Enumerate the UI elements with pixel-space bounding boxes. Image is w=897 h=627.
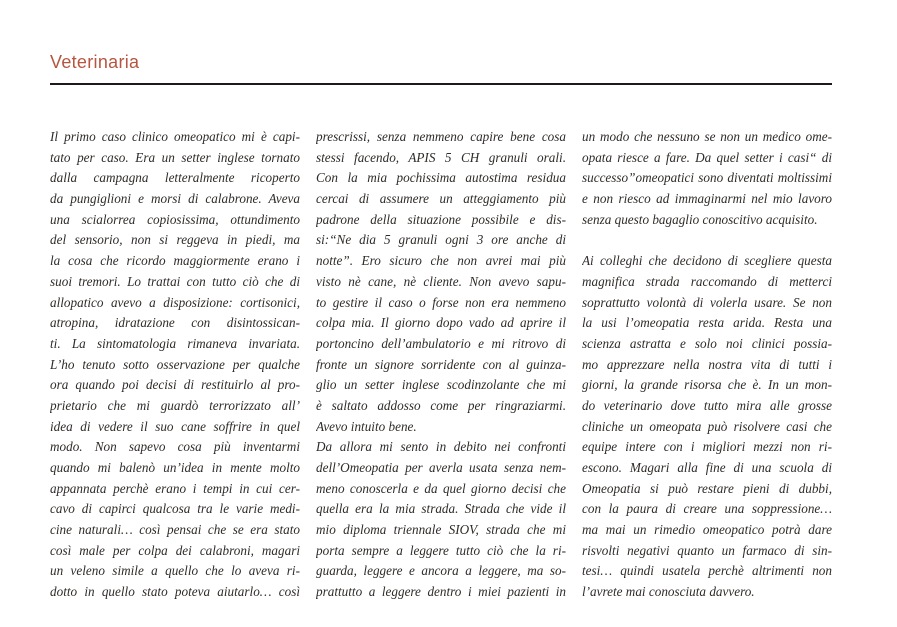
text-line: Ai colleghi che decidono di scegliere questa xyxy=(582,253,832,269)
text-line: colpa mia. Il giorno dopo vado ad aprire il xyxy=(316,315,566,331)
text-line: equipe intere con i migliori mezzi non ri- xyxy=(582,439,832,455)
text-line: ora quando poi decisi di restituirlo al pro- xyxy=(50,377,300,393)
text-line: quando mi balenò un’idea in mente molto xyxy=(50,460,300,475)
text-line: opata riesce a fare. Da quel setter i casi“ di xyxy=(582,149,832,165)
text-line: così male per colpa dei calabroni, magari xyxy=(50,542,300,558)
text-line: magnifica strada raccomando di metterci xyxy=(582,273,832,289)
text-line: senza questo bagaglio conoscitivo acquisito. xyxy=(582,211,818,227)
text-line: e non riesco ad immaginarmi nel mio lavoro xyxy=(582,191,832,207)
text-line: la cosa che ricordo maggiormente erano i xyxy=(50,253,300,269)
text-line: suoi tremori. Lo trattai con tutto ciò che di xyxy=(50,273,300,289)
text-line: tato per caso. Era un setter inglese tornato xyxy=(50,149,300,165)
text-line: mo apprezzare nella nostra vita di tutti i xyxy=(582,356,832,372)
text-column-3 xyxy=(582,127,832,603)
text-line: Con la mia pochissima autostima residua xyxy=(316,170,566,186)
text-line: portoncino dell’ambulatorio e mi ritrovo di xyxy=(316,335,566,351)
text-line: del sensorio, non si reggeva in piedi, ma xyxy=(50,232,300,248)
text-line: to gestire il caso o forse non era nemmeno xyxy=(316,294,566,310)
text-line: giorni, la grande risorsa che è. In un mon- xyxy=(582,377,832,393)
text-line: con la paura di creare una soppressione… xyxy=(582,501,832,517)
text-line: appannata perchè erano i tempi in cui cer- xyxy=(50,480,300,496)
paragraph-gap xyxy=(582,230,832,251)
text-line: Il primo caso clinico omeopatico mi è capi- xyxy=(50,129,300,144)
page-title: Veterinaria xyxy=(50,52,140,72)
text-column-2 xyxy=(316,127,566,603)
text-line: visto nè cane, nè cliente. Non avevo sapu- xyxy=(316,273,566,289)
text-line: escono. Magari alla fine di una scuola di xyxy=(582,460,832,475)
text-line: atropina, idratazione con disintossican- xyxy=(50,315,300,331)
text-line: L’ho tenuto sotto osservazione per qualche xyxy=(50,356,300,372)
text-line: notte”. Ero sicuro che non avrei mai più xyxy=(316,253,566,269)
text-line: idea di vedere il suo cane soffrire in quel xyxy=(50,418,300,434)
text-line: modo. Non sapevo cosa più inventarmi xyxy=(50,439,300,455)
text-line: quella era la mia strada. Strada che vide il xyxy=(316,501,566,517)
text-line: dotto in quello stato poteva aiutarlo… così xyxy=(50,584,300,600)
text-line: padrone della situazione possibile e dis- xyxy=(316,211,566,227)
text-line: si:“Ne dia 5 granuli ogni 3 ore anche di xyxy=(316,232,566,248)
text-line: soprattutto volontà di volerla usare. Se non xyxy=(582,294,832,310)
text-line: prietario che mi guardò terrorizzato all’ xyxy=(50,397,300,413)
text-line: Omeopatia si può restare pieni di dubbi, xyxy=(582,480,832,496)
text-line: l’avrete mai conosciuta davvero. xyxy=(582,584,755,600)
text-line: Da allora mi sento in debito nei confronti xyxy=(316,439,566,455)
text-line: è saltato addosso come per ringraziarmi. xyxy=(316,397,566,413)
text-line: cercai di assumere un atteggiamento più xyxy=(316,191,566,207)
text-column-1 xyxy=(50,127,300,603)
text-line: guarda, leggere e ancora a leggere, ma so- xyxy=(316,563,566,579)
text-line: fronte un signore sorridente con al guinza- xyxy=(316,356,566,372)
text-line: tesi… quindi usatela perchè altrimenti non xyxy=(582,563,832,579)
text-line: do veterinario dove tutto mira alle grosse xyxy=(582,397,832,413)
text-line: da pungiglioni e morsi di calabrone. Aveva xyxy=(50,191,300,207)
text-line: dalla campagna letteralmente ricoperto xyxy=(50,170,300,186)
text-line: dell’Omeopatia per averla usata senza nem- xyxy=(316,460,566,475)
text-line: cavo di capirci qualcosa tra le varie medi- xyxy=(50,501,300,517)
text-line: prattutto a leggere dentro i miei pazienti in xyxy=(316,584,566,600)
text-line: prescrissi, senza nemmeno capire bene cosa xyxy=(316,129,566,144)
text-line: allopatico avevo a disposizione: cortisonici, xyxy=(50,294,300,310)
text-line: risvolti negativi quanto un farmaco di sin- xyxy=(582,542,832,558)
text-line: successo”omeopatici sono diventati moltissimi xyxy=(582,170,832,186)
text-line: mio diploma triennale SIOV, strada che mi xyxy=(316,522,566,538)
text-line: Avevo intuito bene. xyxy=(316,418,417,434)
text-line: cliniche un omeopata può risolvere casi che xyxy=(582,418,832,434)
text-line: stessi facendo, APIS 5 CH granuli orali. xyxy=(316,149,566,165)
text-line: una scialorrea copiosissima, ottundimento xyxy=(50,211,300,227)
text-line: scienza astratta e solo noi clinici possia- xyxy=(582,335,832,351)
text-line: la usi l’omeopatia resta arida. Resta una xyxy=(582,315,832,331)
text-line: ti. La sintomatologia rimaneva invariata. xyxy=(50,335,300,351)
text-line: un veleno simile a quello che lo aveva ri- xyxy=(50,563,300,579)
text-line: cine naturali… così pensai che se era stato xyxy=(50,522,300,538)
text-line: ma mai un rimedio omeopatico potrà dare xyxy=(582,522,832,538)
text-line: un modo che nessuno se non un medico ome- xyxy=(582,129,832,144)
text-line: meno conoscerla e da quel giorno decisi che xyxy=(316,480,566,496)
text-line: porta sempre a leggere tutto ciò che la ri- xyxy=(316,542,566,558)
article-columns xyxy=(50,127,832,603)
header-rule xyxy=(50,83,832,85)
text-line: glio un setter inglese scodinzolante che mi xyxy=(316,377,566,393)
